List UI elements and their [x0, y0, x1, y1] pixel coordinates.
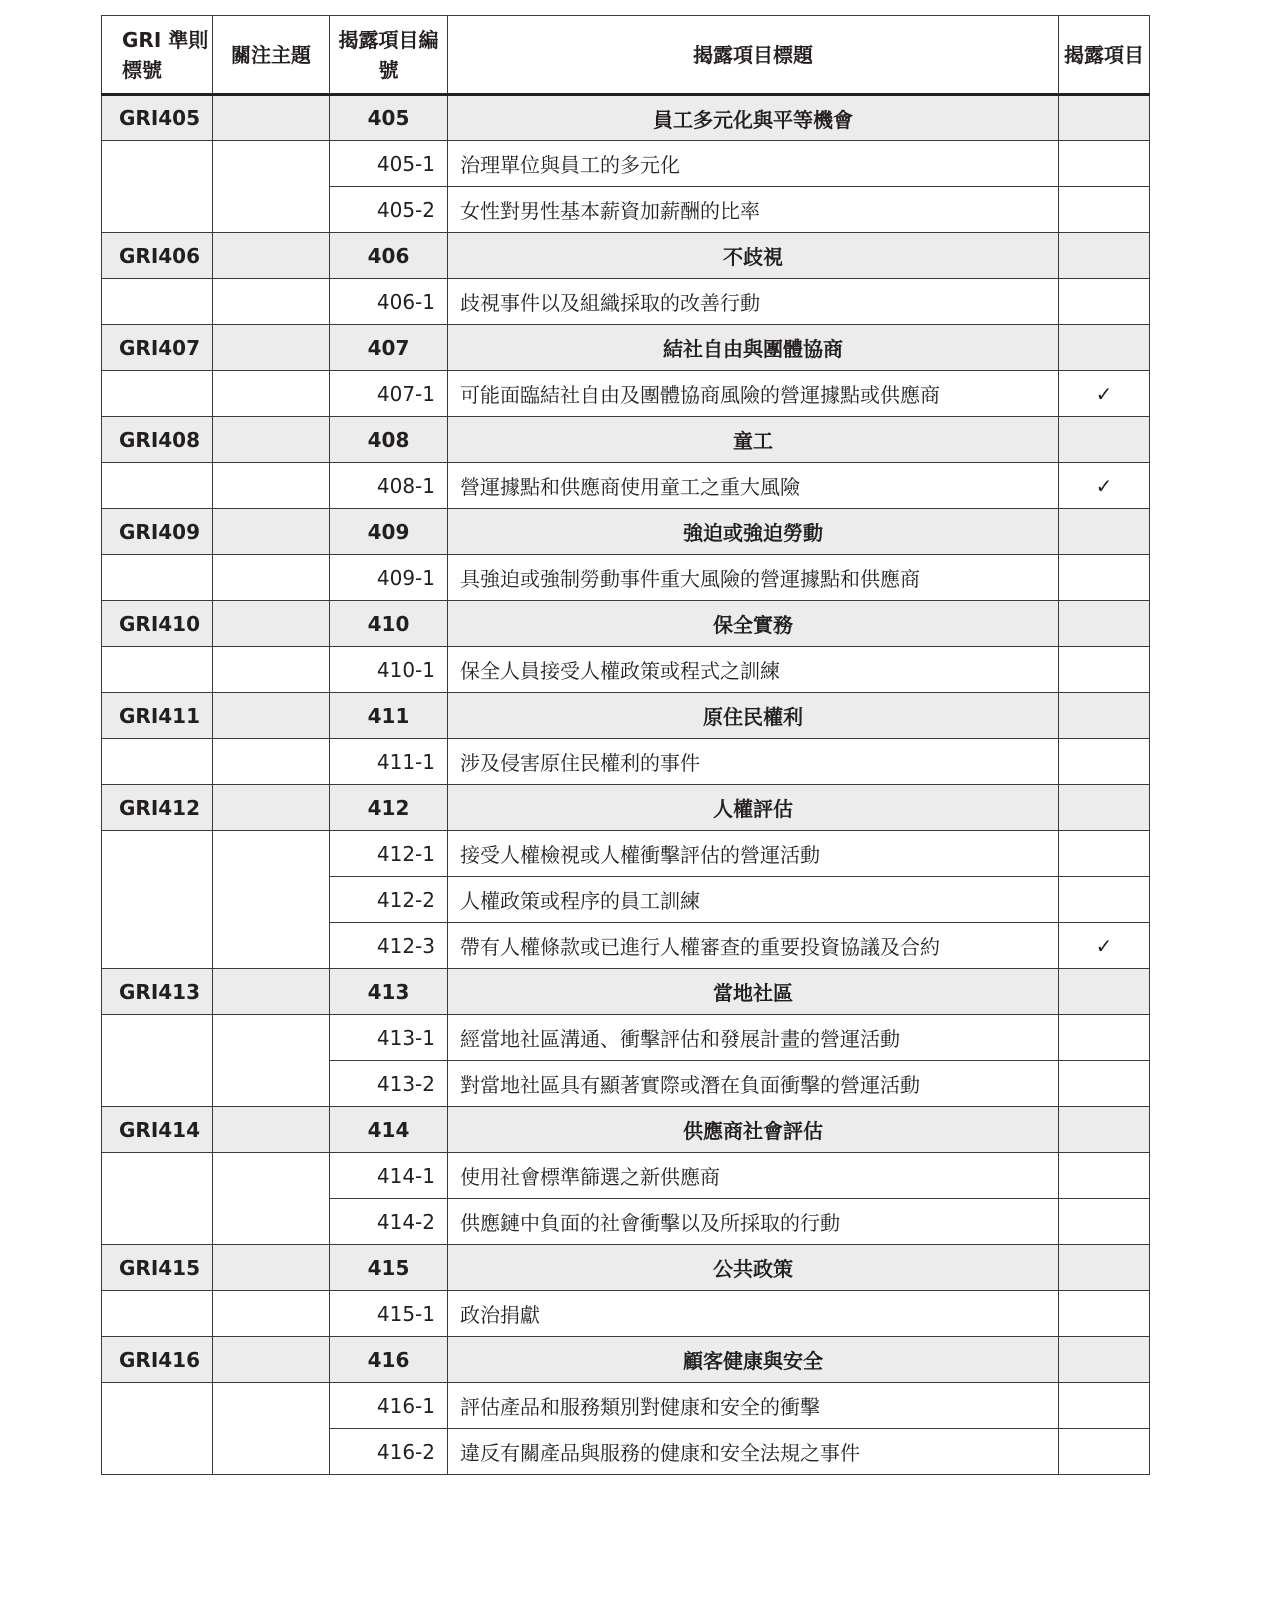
section-code: GRI414: [102, 1107, 213, 1153]
table-row: [102, 1291, 1150, 1337]
section-code: GRI416: [102, 1337, 213, 1383]
disclosure-number: 412-3: [330, 923, 448, 969]
section-number: 407: [330, 325, 448, 371]
check-icon: ✓: [1059, 923, 1150, 969]
section-topic: [213, 1245, 330, 1291]
disclosure-number: 413-1: [330, 1015, 448, 1061]
section-code: GRI415: [102, 1245, 213, 1291]
section-title: 結社自由與團體協商: [448, 325, 1059, 371]
header-gri-standard: GRI 準則標號: [102, 16, 213, 95]
disclosed-cell: [1059, 279, 1150, 325]
disclosed-cell: [1059, 877, 1150, 923]
section-row: [102, 417, 1150, 463]
section-topic: [213, 417, 330, 463]
disclosure-title: 歧視事件以及組織採取的改善行動: [448, 279, 1059, 325]
empty-topic-cell: [213, 831, 330, 969]
gri-disclosure-table: [101, 15, 1150, 1475]
disclosed-cell: [1059, 647, 1150, 693]
section-title: 原住民權利: [448, 693, 1059, 739]
disclosure-title: 評估產品和服務類別對健康和安全的衝擊: [448, 1383, 1059, 1429]
disclosure-number: 415-1: [330, 1291, 448, 1337]
table-header: [102, 16, 1150, 95]
section-number: 416: [330, 1337, 448, 1383]
section-code: GRI408: [102, 417, 213, 463]
section-title: 公共政策: [448, 1245, 1059, 1291]
section-topic: [213, 233, 330, 279]
empty-standard-cell: [102, 141, 213, 233]
empty-topic-cell: [213, 1015, 330, 1107]
table-row: [102, 831, 1150, 877]
section-disclosed: [1059, 1107, 1150, 1153]
section-number: 408: [330, 417, 448, 463]
empty-standard-cell: [102, 647, 213, 693]
section-code: GRI406: [102, 233, 213, 279]
section-row: [102, 1245, 1150, 1291]
section-title: 顧客健康與安全: [448, 1337, 1059, 1383]
disclosed-cell: [1059, 141, 1150, 187]
disclosed-cell: [1059, 831, 1150, 877]
section-disclosed: [1059, 417, 1150, 463]
disclosure-title: 帶有人權條款或已進行人權審查的重要投資協議及合約: [448, 923, 1059, 969]
section-number: 410: [330, 601, 448, 647]
section-disclosed: [1059, 969, 1150, 1015]
disclosure-title: 保全人員接受人權政策或程式之訓練: [448, 647, 1059, 693]
section-topic: [213, 1107, 330, 1153]
header-disclosure-title: 揭露項目標題: [448, 16, 1059, 95]
section-row: [102, 1337, 1150, 1383]
empty-topic-cell: [213, 1383, 330, 1475]
disclosure-title: 接受人權檢視或人權衝擊評估的營運活動: [448, 831, 1059, 877]
section-number: 405: [330, 95, 448, 141]
empty-topic-cell: [213, 1291, 330, 1337]
section-code: GRI407: [102, 325, 213, 371]
section-topic: [213, 1337, 330, 1383]
table-row: [102, 1153, 1150, 1199]
empty-standard-cell: [102, 831, 213, 969]
table-row: [102, 739, 1150, 785]
empty-standard-cell: [102, 1153, 213, 1245]
empty-standard-cell: [102, 371, 213, 417]
section-code: GRI412: [102, 785, 213, 831]
section-row: [102, 95, 1150, 141]
disclosed-cell: [1059, 555, 1150, 601]
section-topic: [213, 509, 330, 555]
disclosed-cell: [1059, 1153, 1150, 1199]
section-number: 409: [330, 509, 448, 555]
table-row: [102, 279, 1150, 325]
section-title: 不歧視: [448, 233, 1059, 279]
section-topic: [213, 95, 330, 141]
section-title: 供應商社會評估: [448, 1107, 1059, 1153]
section-title: 人權評估: [448, 785, 1059, 831]
empty-topic-cell: [213, 279, 330, 325]
empty-topic-cell: [213, 1153, 330, 1245]
disclosure-number: 416-1: [330, 1383, 448, 1429]
disclosure-title: 經當地社區溝通、衝擊評估和發展計畫的營運活動: [448, 1015, 1059, 1061]
section-disclosed: [1059, 601, 1150, 647]
header-disclosure-number: 揭露項目編號: [330, 16, 448, 95]
disclosure-title: 涉及侵害原住民權利的事件: [448, 739, 1059, 785]
empty-topic-cell: [213, 647, 330, 693]
table-row: [102, 555, 1150, 601]
disclosure-title: 供應鏈中負面的社會衝擊以及所採取的行動: [448, 1199, 1059, 1245]
disclosure-title: 對當地社區具有顯著實際或潛在負面衝擊的營運活動: [448, 1061, 1059, 1107]
disclosure-title: 可能面臨結社自由及團體協商風險的營運據點或供應商: [448, 371, 1059, 417]
header-disclosed: 揭露項目: [1059, 16, 1150, 95]
disclosed-cell: [1059, 1199, 1150, 1245]
disclosure-number: 416-2: [330, 1429, 448, 1475]
section-code: GRI410: [102, 601, 213, 647]
table-body: [102, 95, 1150, 1475]
disclosure-number: 412-2: [330, 877, 448, 923]
section-disclosed: [1059, 509, 1150, 555]
section-topic: [213, 601, 330, 647]
empty-standard-cell: [102, 463, 213, 509]
disclosed-cell: [1059, 1383, 1150, 1429]
disclosure-number: 405-1: [330, 141, 448, 187]
section-row: [102, 969, 1150, 1015]
table-row: [102, 1015, 1150, 1061]
section-row: [102, 785, 1150, 831]
empty-standard-cell: [102, 1383, 213, 1475]
header-topic: 關注主題: [213, 16, 330, 95]
section-disclosed: [1059, 1245, 1150, 1291]
disclosed-cell: [1059, 1061, 1150, 1107]
disclosure-number: 406-1: [330, 279, 448, 325]
disclosed-cell: [1059, 1429, 1150, 1475]
section-number: 406: [330, 233, 448, 279]
section-title: 保全實務: [448, 601, 1059, 647]
disclosure-number: 413-2: [330, 1061, 448, 1107]
disclosure-title: 營運據點和供應商使用童工之重大風險: [448, 463, 1059, 509]
disclosure-title: 具強迫或強制勞動事件重大風險的營運據點和供應商: [448, 555, 1059, 601]
disclosure-title: 女性對男性基本薪資加薪酬的比率: [448, 187, 1059, 233]
section-disclosed: [1059, 693, 1150, 739]
section-topic: [213, 325, 330, 371]
section-disclosed: [1059, 233, 1150, 279]
section-row: [102, 325, 1150, 371]
disclosure-number: 409-1: [330, 555, 448, 601]
disclosure-number: 414-1: [330, 1153, 448, 1199]
check-icon: ✓: [1059, 371, 1150, 417]
empty-topic-cell: [213, 555, 330, 601]
disclosure-title: 政治捐獻: [448, 1291, 1059, 1337]
section-number: 415: [330, 1245, 448, 1291]
empty-topic-cell: [213, 463, 330, 509]
section-title: 當地社區: [448, 969, 1059, 1015]
disclosure-title: 治理單位與員工的多元化: [448, 141, 1059, 187]
section-row: [102, 693, 1150, 739]
section-disclosed: [1059, 1337, 1150, 1383]
disclosed-cell: [1059, 739, 1150, 785]
empty-standard-cell: [102, 1291, 213, 1337]
empty-standard-cell: [102, 279, 213, 325]
empty-standard-cell: [102, 1015, 213, 1107]
section-topic: [213, 969, 330, 1015]
section-row: [102, 509, 1150, 555]
section-disclosed: [1059, 325, 1150, 371]
section-code: GRI411: [102, 693, 213, 739]
section-disclosed: [1059, 785, 1150, 831]
section-number: 412: [330, 785, 448, 831]
table-row: [102, 371, 1150, 417]
section-title: 童工: [448, 417, 1059, 463]
disclosed-cell: [1059, 187, 1150, 233]
section-number: 411: [330, 693, 448, 739]
section-number: 414: [330, 1107, 448, 1153]
section-title: 員工多元化與平等機會: [448, 95, 1059, 141]
table-row: [102, 1383, 1150, 1429]
disclosed-cell: [1059, 1291, 1150, 1337]
section-code: GRI409: [102, 509, 213, 555]
disclosure-title: 使用社會標準篩選之新供應商: [448, 1153, 1059, 1199]
section-code: GRI413: [102, 969, 213, 1015]
empty-topic-cell: [213, 739, 330, 785]
section-disclosed: [1059, 95, 1150, 141]
section-row: [102, 233, 1150, 279]
disclosure-title: 違反有關產品與服務的健康和安全法規之事件: [448, 1429, 1059, 1475]
section-row: [102, 601, 1150, 647]
table-row: [102, 463, 1150, 509]
table-row: [102, 141, 1150, 187]
check-icon: ✓: [1059, 463, 1150, 509]
section-topic: [213, 785, 330, 831]
empty-topic-cell: [213, 371, 330, 417]
disclosure-number: 405-2: [330, 187, 448, 233]
disclosure-number: 414-2: [330, 1199, 448, 1245]
empty-standard-cell: [102, 739, 213, 785]
disclosure-number: 407-1: [330, 371, 448, 417]
section-title: 強迫或強迫勞動: [448, 509, 1059, 555]
section-code: GRI405: [102, 95, 213, 141]
table-row: [102, 647, 1150, 693]
section-row: [102, 1107, 1150, 1153]
disclosed-cell: [1059, 1015, 1150, 1061]
empty-standard-cell: [102, 555, 213, 601]
section-topic: [213, 693, 330, 739]
disclosure-number: 411-1: [330, 739, 448, 785]
section-number: 413: [330, 969, 448, 1015]
disclosure-number: 410-1: [330, 647, 448, 693]
disclosure-title: 人權政策或程序的員工訓練: [448, 877, 1059, 923]
disclosure-number: 408-1: [330, 463, 448, 509]
empty-topic-cell: [213, 141, 330, 233]
disclosure-number: 412-1: [330, 831, 448, 877]
